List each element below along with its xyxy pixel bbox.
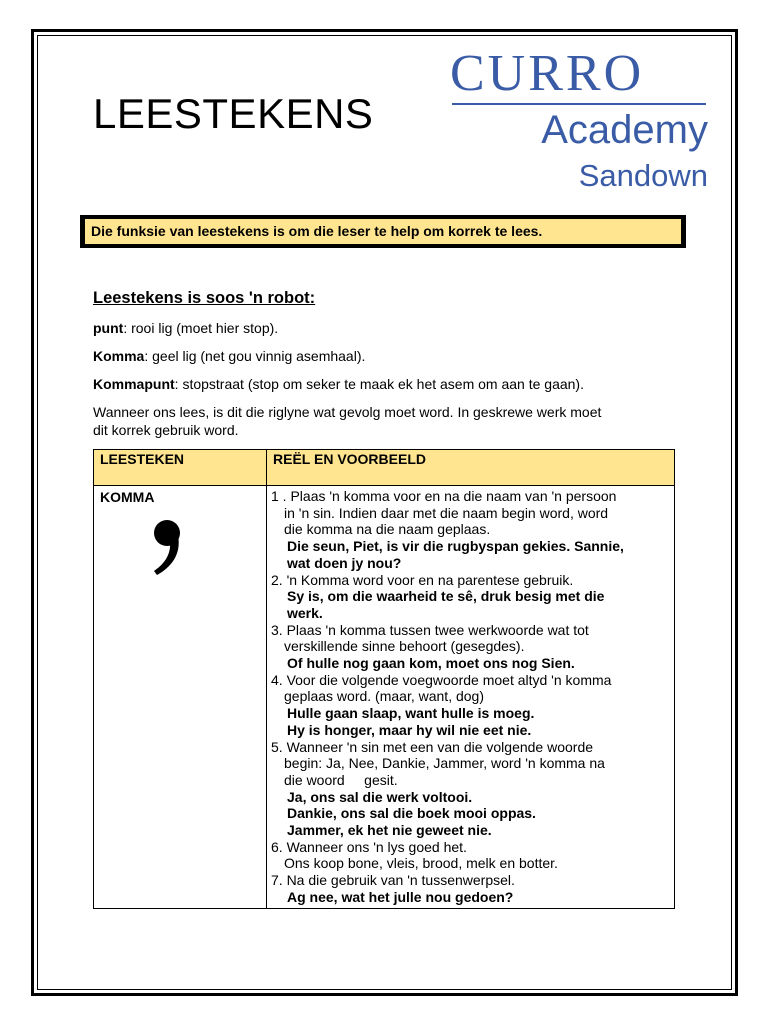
rule-example: wat doen jy nou?: [287, 554, 402, 571]
rules-table: [93, 449, 675, 909]
paragraph-line: Wanneer ons lees, is dit die riglyne wat gevolg moet word. In geskrewe werk moet: [93, 404, 602, 420]
logo-rule: [452, 103, 706, 105]
curro-logo: [448, 45, 710, 195]
rule-text: verskillende sinne behoort (gesegdes).: [284, 638, 525, 655]
robot-desc: : rooi lig (moet hier stop).: [123, 320, 279, 336]
robot-term: Komma: [93, 348, 145, 364]
col-header-leesteken: LEESTEKEN: [94, 450, 267, 486]
rules-list: [267, 486, 674, 908]
rule-text: die komma na die naam geplaas.: [284, 521, 491, 538]
robot-desc: : stopstraat (stop om seker te maak ek het asem om aan te gaan).: [174, 376, 584, 392]
rule-example: Ons koop bone, vleis, brood, melk en botter.: [284, 855, 558, 872]
robot-item-punt: [93, 319, 673, 337]
paragraph-line: dit korrek gebruik word.: [93, 422, 239, 438]
info-banner: [80, 215, 686, 248]
table-header-row: [94, 450, 675, 486]
rule-item: 1 . Plaas 'n komma voor en na die naam van 'n persoon: [271, 488, 617, 504]
logo-line-curro: CURRO: [450, 45, 645, 102]
page-title: LEESTEKENS: [93, 90, 374, 137]
rule-item: 6. Wanneer ons 'n lys goed het.: [271, 838, 467, 855]
rule-example: Sy is, om die waarheid te sê, druk besig met die: [287, 588, 605, 605]
rule-text: geplaas word. (maar, want, dog): [284, 688, 484, 705]
rule-example: Die seun, Piet, is vir die rugbyspan gekies. Sannie,: [287, 538, 624, 555]
robot-term: punt: [93, 320, 124, 336]
rule-text: in 'n sin. Indien daar met die naam begin word, word: [284, 504, 609, 521]
comma-icon: [145, 517, 193, 577]
rule-example: Hy is honger, maar hy wil nie eet nie.: [287, 721, 532, 738]
robot-item-kommapunt: [93, 375, 673, 393]
col-header-reel: REËL EN VOORBEELD: [267, 450, 675, 486]
table-row: [94, 486, 675, 909]
rule-item: 2. 'n Komma word voor en na parentese gebruik.: [271, 571, 574, 588]
rule-item: 3. Plaas 'n komma tussen twee werkwoorde wat tot: [271, 621, 589, 638]
section-heading: Leestekens is soos 'n robot:: [93, 289, 316, 307]
banner-text: Die funksie van leestekens is om die leser te help om korrek te lees.: [85, 219, 681, 244]
rule-item: 7. Na die gebruik van 'n tussenwerpsel.: [271, 872, 515, 889]
rule-text: begin: Ja, Nee, Dankie, Jammer, word 'n komma na: [284, 755, 605, 772]
rule-example: Jammer, ek het nie geweet nie.: [287, 822, 492, 839]
rule-text: die woord gesit.: [284, 771, 398, 788]
robot-item-komma: [93, 347, 673, 365]
robot-desc: : geel lig (net gou vinnig asemhaal).: [144, 348, 366, 364]
mark-label: KOMMA: [100, 489, 155, 505]
rules-cell: [267, 486, 675, 909]
intro-paragraph: [93, 403, 673, 439]
mark-cell: [94, 486, 267, 909]
rule-example: werk.: [287, 604, 323, 621]
rule-item: 5. Wanneer 'n sin met een van die volgende woorde: [271, 738, 594, 755]
rule-example: Hulle gaan slaap, want hulle is moeg.: [287, 705, 535, 722]
rule-example: Ja, ons sal die werk voltooi.: [287, 788, 473, 805]
robot-term: Kommapunt: [93, 376, 175, 392]
rule-example: Of hulle nog gaan kom, moet ons nog Sien.: [287, 655, 575, 672]
logo-line-academy: Academy: [541, 108, 708, 152]
rule-example: Dankie, ons sal die boek mooi oppas.: [287, 805, 536, 822]
logo-line-sandown: Sandown: [578, 158, 708, 193]
rule-item: 4. Voor die volgende voegwoorde moet altyd 'n komma: [271, 671, 612, 688]
rule-example: Ag nee, wat het julle nou gedoen?: [287, 888, 514, 905]
